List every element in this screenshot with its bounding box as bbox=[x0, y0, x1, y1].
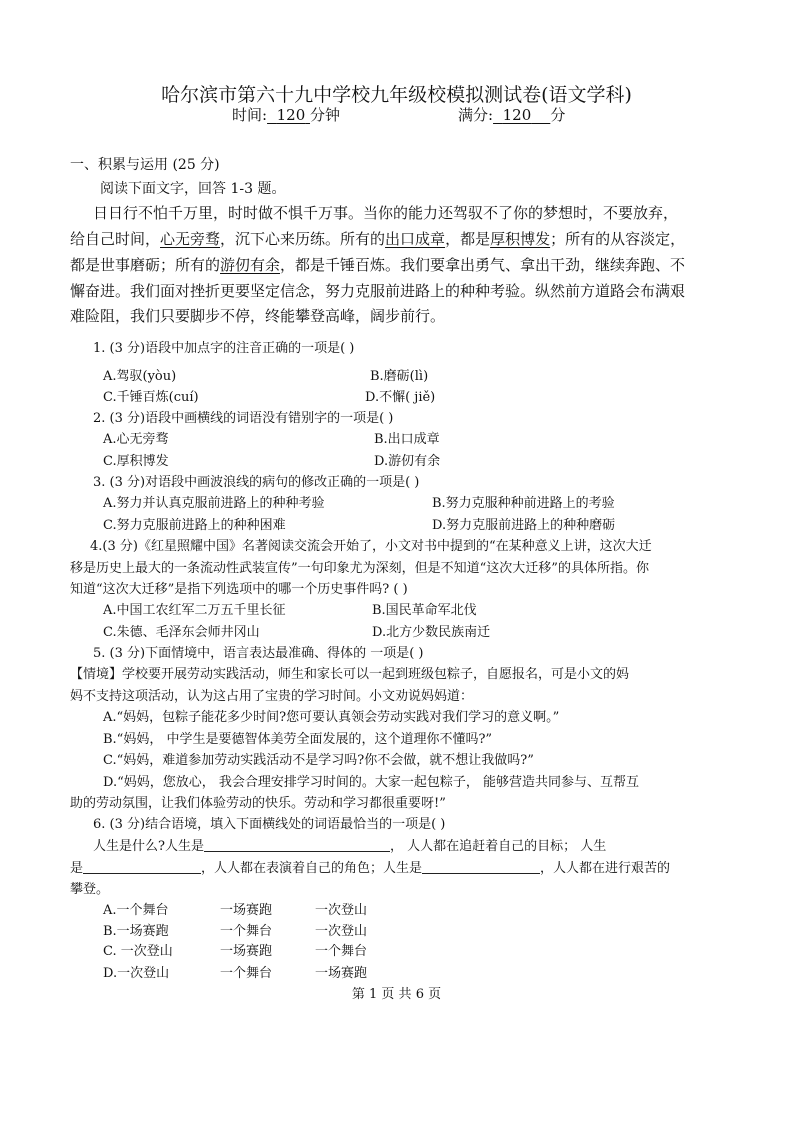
question-5-option-c: C.“妈妈，难道参加劳动实践活动不是学习吗?你不会做，就不想让我做吗?” bbox=[103, 753, 534, 768]
question-2-option-d: D.游仞有余 bbox=[374, 454, 441, 469]
question-6-sentence-2: 是 ，人人都在表演着自己的角色；人生是 ，人人都在进行艰苦的 bbox=[70, 861, 671, 876]
question-4-line-1: 4.(3 分)《红星照耀中国》名著阅读交流会开始了，小文对书中提到的“在某种意义上讲，这次大迁 bbox=[90, 539, 652, 554]
answer-blank-3[interactable] bbox=[422, 859, 540, 874]
time-value: 120 bbox=[276, 106, 306, 124]
question-6-option-c: C. 一次登山 一场赛跑 一个舞台 bbox=[103, 944, 368, 959]
answer-blank-1[interactable] bbox=[204, 837, 390, 852]
question-4-option-b: B.国民革命军北伐 bbox=[372, 603, 477, 618]
question-6-option-a: A.一个舞台 一场赛跑 一次登山 bbox=[103, 903, 368, 918]
question-1-option-c: C.千锤百炼(cuí) bbox=[103, 390, 199, 405]
question-4-option-a: A.中国工农红军二万五千里长征 bbox=[103, 603, 286, 618]
score-value: 120 bbox=[502, 106, 532, 124]
answer-blank-2[interactable] bbox=[83, 859, 201, 874]
question-6-stem: 6. (3 分)结合语境，填入下面横线处的词语最恰当的一项是( ) bbox=[93, 817, 446, 832]
score-unit: 分 bbox=[550, 106, 566, 124]
question-5-option-d-line-1: D.“妈妈，您放心， 我会合理安排学习时间的。大家一起包粽子， 能够营造共同参与、互帮互 bbox=[103, 775, 640, 790]
question-4-line-2: 移是历史上最大的一条流动性武装宣传”一句印象尤为深刻，但是不知道“这次大迁移”的具体所指。你 bbox=[70, 561, 649, 576]
question-3-option-a: A.努力并认真克服前进路上的种种考验 bbox=[103, 496, 325, 511]
question-5-option-a: A.“妈妈，包粽子能花多少时间?您可要认真领会劳动实践对我们学习的意义啊。” bbox=[103, 710, 560, 725]
question-6-option-d: D.一次登山 一个舞台 一场赛跑 bbox=[103, 966, 368, 981]
question-3-option-c: C.努力克服前进路上的种种困难 bbox=[103, 518, 286, 533]
question-4-line-3: 知道“这次大迁移”是指下列选项中的哪一个历史事件吗? ( ) bbox=[70, 582, 408, 597]
question-1-option-a: A.驾驭(yòu) bbox=[103, 369, 177, 384]
question-5-option-b: B.“妈妈， 中学生是要德智体美劳全面发展的，这个道理你不懂吗?” bbox=[103, 732, 493, 747]
passage-line-3: 都是世事磨砺；所有的游仞有余，都是千锤百炼。我们要拿出勇气、拿出干劲，继续奔跑、不 bbox=[70, 256, 686, 274]
time-label: 时间: bbox=[232, 106, 268, 124]
score-row bbox=[458, 104, 565, 125]
question-1-option-d: D.不懈( jiě) bbox=[365, 390, 436, 405]
question-3-stem: 3. (3 分)对语段中画波浪线的病句的修改正确的一项是( ) bbox=[93, 475, 420, 490]
underlined-word-2: 出口成章 bbox=[385, 230, 446, 248]
passage-line-5: 难险阻，我们只要脚步不停，终能攀登高峰，阔步前行。 bbox=[70, 307, 446, 325]
question-6-option-b: B.一场赛跑 一个舞台 一次登山 bbox=[103, 924, 368, 939]
question-5-option-d-line-2: 助的劳动氛围，让我们体验劳动的快乐。劳动和学习都很重要呀!” bbox=[70, 796, 446, 811]
underlined-word-3: 厚积博发 bbox=[490, 230, 551, 248]
time-unit: 分钟 bbox=[310, 106, 341, 124]
page-number: 第 1 页 共 6 页 bbox=[351, 987, 442, 1002]
question-2-option-a: A.心无旁骛 bbox=[103, 432, 169, 447]
question-2-option-b: B.出口成章 bbox=[374, 432, 440, 447]
question-2-stem: 2. (3 分)语段中画横线的词语没有错别字的一项是( ) bbox=[93, 411, 394, 426]
exam-title: 哈尔滨市第六十九中学校九年级校模拟测试卷(语文学科) bbox=[161, 84, 632, 106]
question-4-option-c: C.朱德、毛泽东会师井冈山 bbox=[103, 625, 260, 640]
question-5-context-2: 妈不支持这项活动，认为这占用了宝贵的学习时间。小文劝说妈妈道： bbox=[70, 689, 474, 704]
time-row bbox=[232, 104, 340, 125]
question-3-option-d: D.努力克服前进路上的种种磨砺 bbox=[432, 518, 616, 533]
underlined-word-1: 心无旁骛 bbox=[160, 230, 221, 248]
section-heading: 一、积累与运用 (25 分) bbox=[70, 157, 220, 173]
passage-line-4: 懈奋进。我们面对挫折更要坚定信念，努力克服前进路上的种种考验。纵然前方道路会布满艰 bbox=[70, 282, 686, 300]
passage-line-2: 给自己时间，心无旁骛，沉下心来历练。所有的出口成章，都是厚积博发；所有的从容淡定， bbox=[70, 230, 686, 248]
question-2-option-c: C.厚积博发 bbox=[103, 454, 169, 469]
section-instruction: 阅读下面文字，回答 1-3 题。 bbox=[100, 181, 286, 197]
question-4-option-d: D.北方少数民族南迁 bbox=[372, 625, 491, 640]
question-3-option-b: B.努力克服种种前进路上的考验 bbox=[432, 496, 615, 511]
question-1-stem: 1. (3 分)语段中加点字的注音正确的一项是( ) bbox=[93, 341, 355, 356]
question-6-sentence-1: 人生是什么?人生是 ， 人人都在追赶着自己的目标； 人生 bbox=[93, 839, 607, 854]
passage-line-1: 日日行不怕千万里，时时做不惧千万事。当你的能力还驾驭不了你的梦想时，不要放弃， bbox=[93, 204, 679, 222]
question-5-context-1: 【情境】学校要开展劳动实践活动，师生和家长可以一起到班级包粽子，自愿报名，可是小文的妈 bbox=[70, 667, 630, 682]
question-6-sentence-3: 攀登。 bbox=[70, 882, 110, 897]
question-5-stem: 5. (3 分)下面情境中，语言表达最准确、得体的 一项是( ) bbox=[93, 646, 424, 661]
score-label: 满分: bbox=[458, 106, 494, 124]
question-1-option-b: B.磨砺(lì) bbox=[370, 369, 429, 384]
underlined-word-4: 游仞有余 bbox=[220, 256, 281, 274]
